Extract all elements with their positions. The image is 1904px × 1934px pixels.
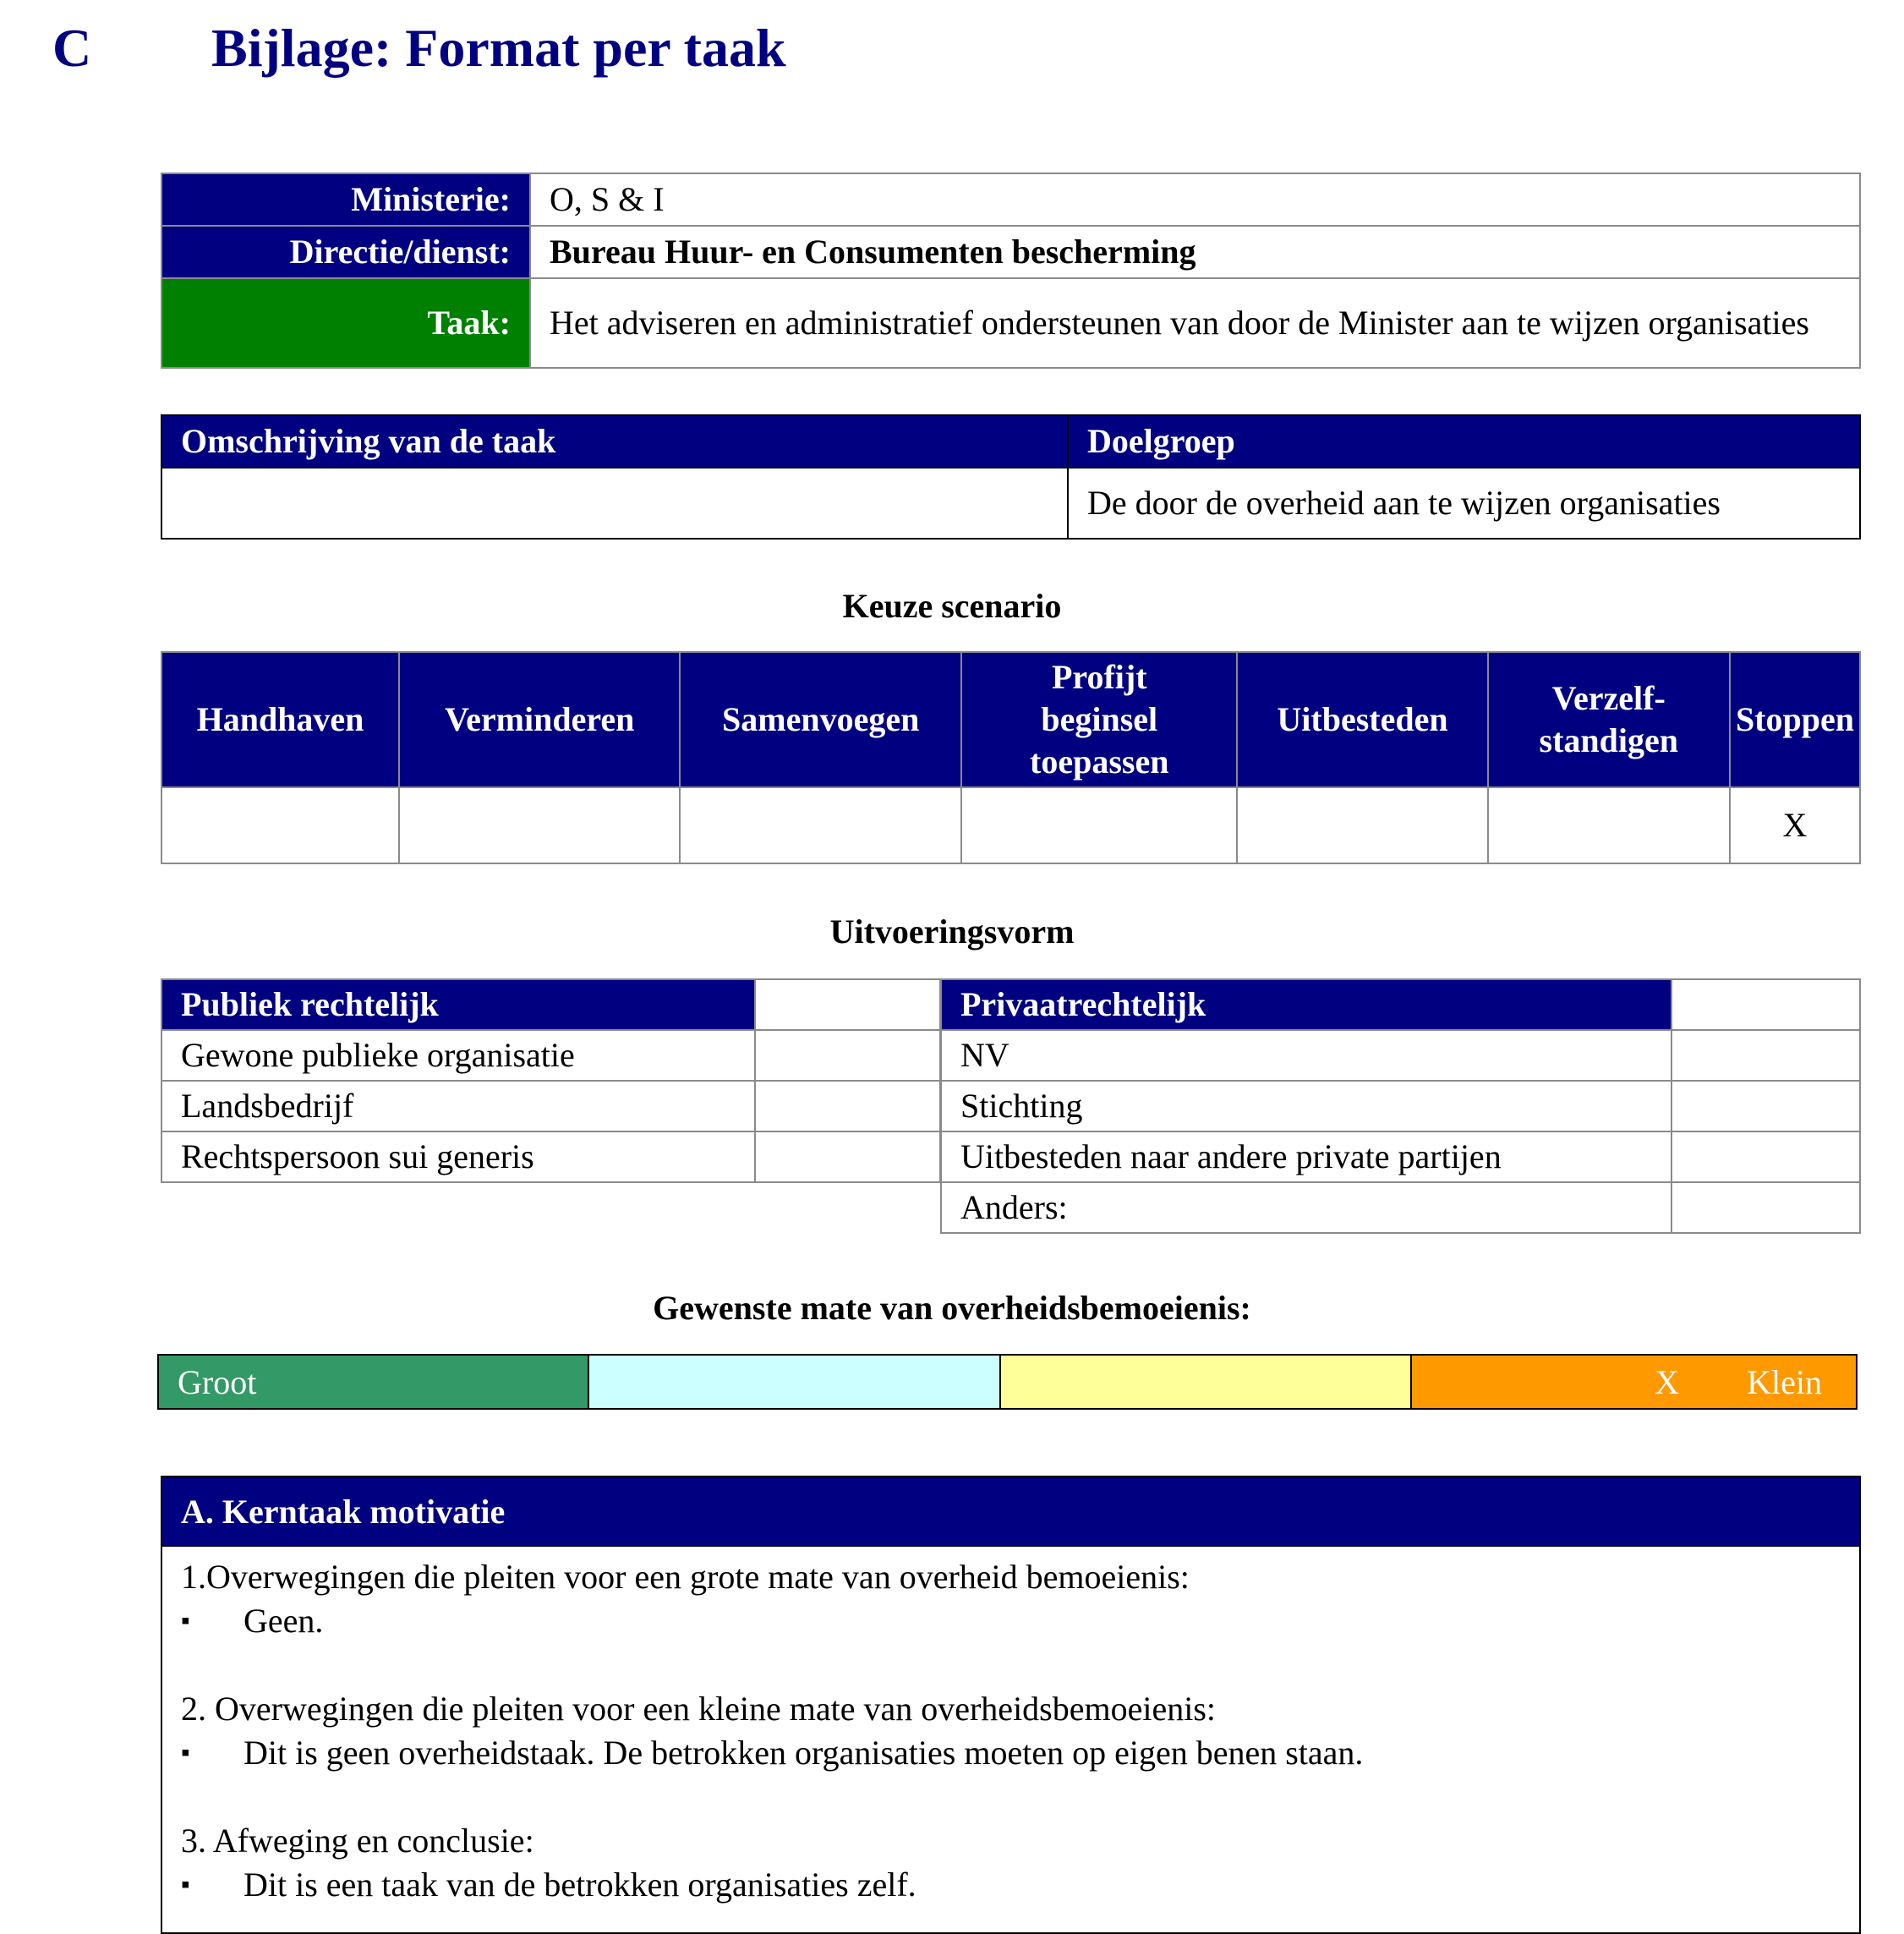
publiek-item: Landsbedrijf	[161, 1081, 755, 1131]
privaat-check	[1671, 1182, 1860, 1233]
privaat-item: Anders:	[941, 1182, 1671, 1233]
scale-mark: X	[1655, 1362, 1680, 1401]
scale-right-label: Klein	[1747, 1362, 1822, 1401]
privaat-item: NV	[941, 1030, 1671, 1081]
privaat-item: Uitbesteden naar andere private partijen	[941, 1131, 1671, 1182]
omschrijving-value	[161, 468, 1068, 539]
doelgroep-value: De door de overheid aan te wijzen organisaties	[1068, 468, 1860, 539]
bullet-text: Dit is een taak van de betrokken organisaties zelf.	[243, 1866, 916, 1904]
doelgroep-header: Doelgroep	[1068, 415, 1860, 468]
scenario-value	[1488, 787, 1730, 863]
bullet-icon: ▪	[181, 1871, 190, 1898]
scale-left-label: Groot	[178, 1362, 257, 1401]
point-2: 2. Overwegingen die pleiten voor een kleine mate van overheidsbemoeienis:	[181, 1690, 1217, 1728]
publiek-item: Gewone publieke organisatie	[161, 1030, 755, 1081]
scale-segment-klein	[1412, 1356, 1856, 1408]
scale-segment-3	[1001, 1356, 1413, 1408]
publiek-check	[755, 1030, 940, 1081]
info-table	[161, 173, 1861, 369]
privaat-check	[1671, 979, 1860, 1030]
scenario-value	[399, 787, 680, 863]
scenario-header: Verzelf-standigen	[1488, 652, 1730, 787]
privaat-check	[1671, 1081, 1860, 1131]
scenario-header: Uitbesteden	[1237, 652, 1487, 787]
bullet-text: Geen.	[243, 1602, 324, 1640]
ministerie-value: O, S & I	[530, 173, 1860, 226]
bullet-item	[181, 1599, 1841, 1643]
scenario-value	[161, 787, 399, 863]
bemoeienis-scale	[157, 1354, 1857, 1410]
publiek-item: Rechtspersoon sui generis	[161, 1131, 755, 1182]
scale-segment-groot	[159, 1356, 589, 1408]
scenario-header: Handhaven	[161, 652, 399, 787]
directie-value: Bureau Huur- en Consumenten bescherming	[530, 226, 1860, 278]
point-1: 1.Overwegingen die pleiten voor een grote mate van overheid bemoeienis:	[181, 1558, 1190, 1596]
bullet-icon: ▪	[181, 1739, 190, 1767]
bullet-item	[181, 1863, 1841, 1907]
publiek-check	[755, 979, 940, 1030]
ministerie-label: Ministerie:	[161, 173, 530, 226]
scenario-value	[1237, 787, 1487, 863]
kerntaak-header: A. Kerntaak motivatie	[162, 1477, 1859, 1547]
bullet-text: Dit is geen overheidstaak. De betrokken organisaties moeten op eigen benen staan.	[243, 1734, 1364, 1772]
omschrijving-table	[161, 414, 1861, 540]
privaat-check	[1671, 1131, 1860, 1182]
page-title: Bijlage: Format per taak	[211, 18, 786, 78]
kerntaak-section	[161, 1476, 1861, 1934]
bemoeienis-title: Gewenste mate van overheidsbemoeienis:	[653, 1289, 1251, 1327]
publiek-header: Publiek rechtelijk	[161, 979, 755, 1030]
scenario-header: Verminderen	[399, 652, 680, 787]
privaat-header: Privaatrechtelijk	[941, 979, 1671, 1030]
scenario-table	[161, 651, 1861, 864]
privaat-check	[1671, 1030, 1860, 1081]
privaat-table	[940, 978, 1861, 1234]
publiek-check	[755, 1131, 940, 1182]
scenario-value	[961, 787, 1237, 863]
point-3: 3. Afweging en conclusie:	[181, 1822, 534, 1860]
bullet-icon: ▪	[181, 1607, 190, 1635]
uitvoering-title: Uitvoeringsvorm	[829, 912, 1075, 951]
scenario-header: Stoppen	[1730, 652, 1860, 787]
scenario-value	[680, 787, 961, 863]
kerntaak-body	[162, 1547, 1859, 1915]
scenario-title: Keuze scenario	[842, 587, 1062, 625]
scenario-header: Samenvoegen	[680, 652, 961, 787]
scenario-value: X	[1730, 787, 1860, 863]
taak-label: Taak:	[161, 278, 530, 368]
privaat-item: Stichting	[941, 1081, 1671, 1131]
publiek-check	[755, 1081, 940, 1131]
taak-value: Het adviseren en administratief ondersteunen van door de Minister aan te wijzen organisaties	[530, 278, 1860, 368]
publiek-table	[161, 978, 941, 1183]
directie-label: Directie/dienst:	[161, 226, 530, 278]
omschrijving-header: Omschrijving van de taak	[161, 415, 1068, 468]
section-letter: C	[52, 18, 92, 78]
bullet-item	[181, 1731, 1841, 1775]
scale-segment-2	[589, 1356, 1001, 1408]
scenario-header: Profijt beginsel toepassen	[961, 652, 1237, 787]
